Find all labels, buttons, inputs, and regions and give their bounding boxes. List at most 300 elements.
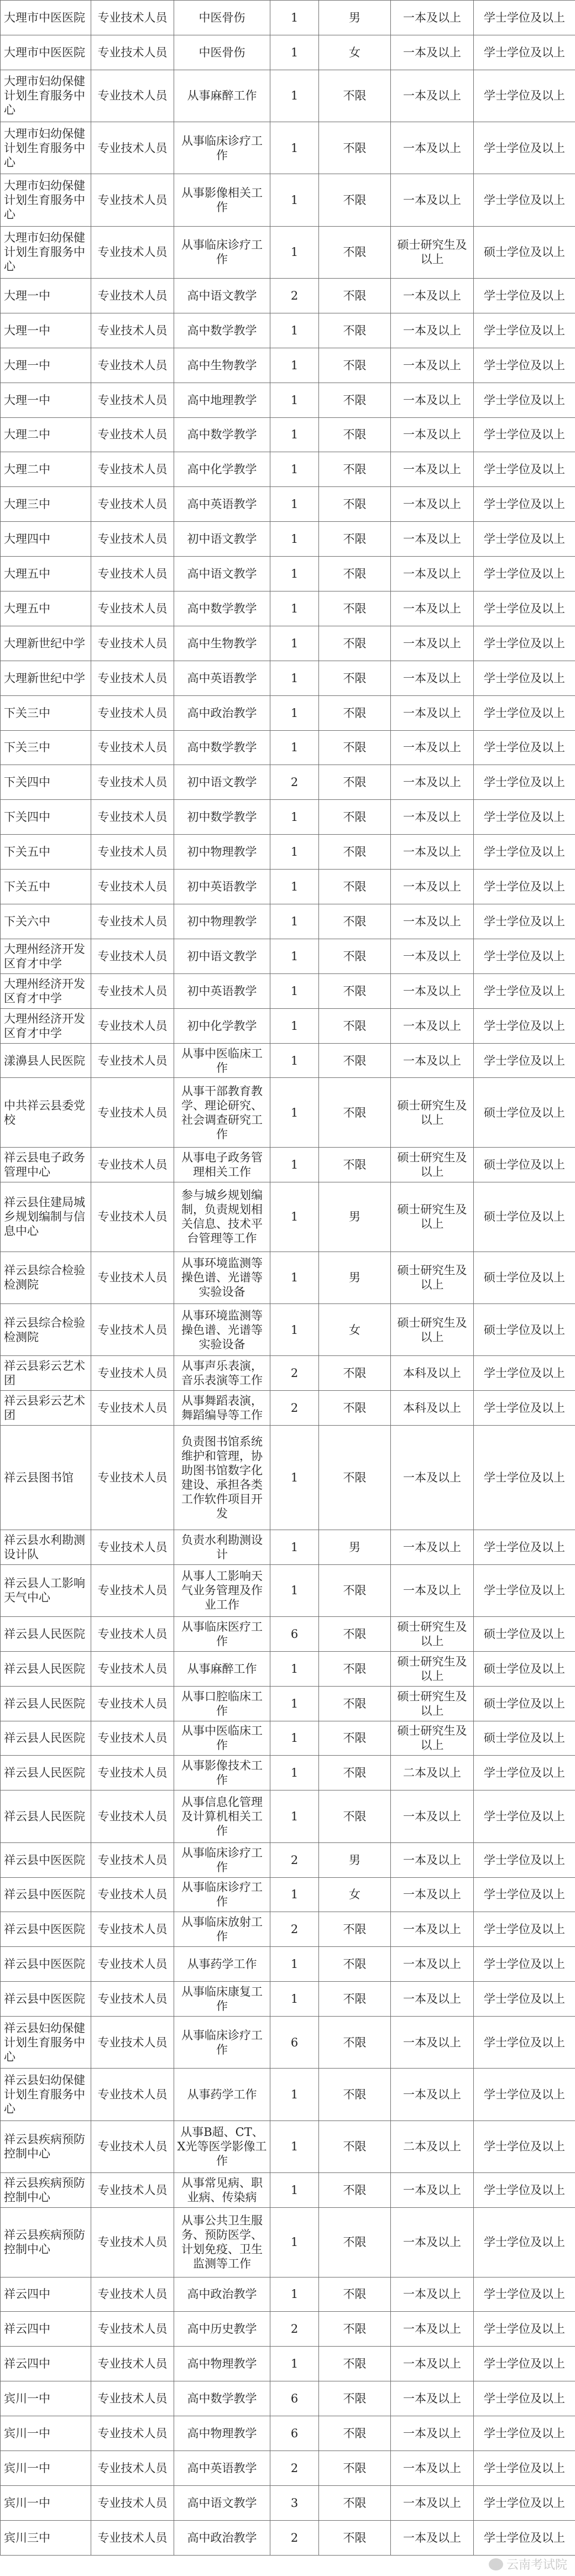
- unit-cell: 祥云县中医医院: [1, 1982, 91, 2017]
- education-cell: 二本及以上: [391, 1756, 474, 1790]
- post-category-cell: 专业技术人员: [91, 1356, 174, 1391]
- post-category-cell: 专业技术人员: [91, 2017, 174, 2069]
- table-row: [1, 487, 575, 522]
- post-category-cell: 专业技术人员: [91, 2207, 174, 2277]
- gender-cell: 不限: [319, 2017, 391, 2069]
- gender-cell: 不限: [319, 122, 391, 174]
- table-row: [1, 730, 575, 765]
- unit-cell: 祥云县中医医院: [1, 1912, 91, 1947]
- job-description-cell: 初中语文教学: [174, 522, 270, 557]
- degree-cell: 学士学位及以上: [474, 591, 575, 626]
- table-row: [1, 1252, 575, 1303]
- table-row: [1, 1651, 575, 1686]
- unit-cell: 大理二中: [1, 452, 91, 487]
- count-cell: 1: [270, 2207, 319, 2277]
- count-cell: 1: [270, 1877, 319, 1912]
- gender-cell: 不限: [319, 835, 391, 870]
- degree-cell: 学士学位及以上: [474, 870, 575, 904]
- job-description-cell: 从事干部教育教学、理论研究、社会调查研究工作: [174, 1078, 270, 1148]
- gender-cell: 不限: [319, 2485, 391, 2520]
- degree-cell: 学士学位及以上: [474, 2017, 575, 2069]
- degree-cell: 学士学位及以上: [474, 1842, 575, 1877]
- job-description-cell: 从事临床康复工作: [174, 1982, 270, 2017]
- gender-cell: 男: [319, 1842, 391, 1877]
- education-cell: 一本及以上: [391, 1842, 474, 1877]
- unit-cell: 下关五中: [1, 835, 91, 870]
- degree-cell: 学士学位及以上: [474, 452, 575, 487]
- unit-cell: 祥云县疾病预防控制中心: [1, 2207, 91, 2277]
- gender-cell: 男: [319, 1, 391, 35]
- degree-cell: 学士学位及以上: [474, 2312, 575, 2347]
- education-cell: 硕士研究生及以上: [391, 226, 474, 278]
- unit-cell: 祥云县人民医院: [1, 1616, 91, 1651]
- gender-cell: 不限: [319, 870, 391, 904]
- education-cell: 硕士研究生及以上: [391, 1182, 474, 1252]
- table-row: [1, 1947, 575, 1982]
- post-category-cell: 专业技术人员: [91, 1426, 174, 1530]
- job-description-cell: 从事电子政务管理相关工作: [174, 1148, 270, 1182]
- unit-cell: 祥云县中医医院: [1, 1947, 91, 1982]
- table-row: [1, 2017, 575, 2069]
- degree-cell: 学士学位及以上: [474, 1564, 575, 1616]
- gender-cell: 女: [319, 35, 391, 70]
- degree-cell: 学士学位及以上: [474, 1391, 575, 1426]
- gender-cell: 不限: [319, 557, 391, 591]
- table-row: [1, 661, 575, 695]
- gender-cell: 不限: [319, 2277, 391, 2312]
- unit-cell: 大理市中医医院: [1, 35, 91, 70]
- gender-cell: 不限: [319, 1391, 391, 1426]
- job-description-cell: 参与城乡规划编制，负责规划相关信息、技术平台管理等工作: [174, 1182, 270, 1252]
- education-cell: 硕士研究生及以上: [391, 1252, 474, 1303]
- count-cell: 2: [270, 1356, 319, 1391]
- job-description-cell: 从事临床诊疗工作: [174, 1877, 270, 1912]
- gender-cell: 不限: [319, 348, 391, 383]
- gender-cell: 不限: [319, 904, 391, 939]
- job-description-cell: 初中物理教学: [174, 904, 270, 939]
- degree-cell: 学士学位及以上: [474, 2069, 575, 2121]
- education-cell: 一本及以上: [391, 1564, 474, 1616]
- unit-cell: 祥云县人民医院: [1, 1686, 91, 1721]
- table-row: [1, 1564, 575, 1616]
- job-description-cell: 初中英语教学: [174, 870, 270, 904]
- count-cell: 2: [270, 2520, 319, 2555]
- post-category-cell: 专业技术人员: [91, 1008, 174, 1043]
- education-cell: 一本及以上: [391, 2347, 474, 2381]
- degree-cell: 学士学位及以上: [474, 1, 575, 35]
- count-cell: 1: [270, 226, 319, 278]
- education-cell: 一本及以上: [391, 730, 474, 765]
- job-description-cell: 高中化学教学: [174, 452, 270, 487]
- education-cell: 一本及以上: [391, 313, 474, 348]
- unit-cell: 祥云四中: [1, 2312, 91, 2347]
- post-category-cell: 专业技术人员: [91, 1651, 174, 1686]
- job-description-cell: 负责水利勘测设计: [174, 1530, 270, 1564]
- unit-cell: 大理新世纪中学: [1, 626, 91, 661]
- education-cell: 一本及以上: [391, 278, 474, 313]
- post-category-cell: 专业技术人员: [91, 973, 174, 1008]
- gender-cell: 不限: [319, 487, 391, 522]
- degree-cell: 学士学位及以上: [474, 278, 575, 313]
- unit-cell: 祥云县人民医院: [1, 1721, 91, 1756]
- unit-cell: 祥云县综合检验检测院: [1, 1304, 91, 1356]
- table-row: [1, 591, 575, 626]
- count-cell: 1: [270, 1426, 319, 1530]
- degree-cell: 学士学位及以上: [474, 557, 575, 591]
- post-category-cell: 专业技术人员: [91, 661, 174, 695]
- degree-cell: 学士学位及以上: [474, 487, 575, 522]
- education-cell: 一本及以上: [391, 835, 474, 870]
- education-cell: 一本及以上: [391, 661, 474, 695]
- job-description-cell: 高中数学教学: [174, 313, 270, 348]
- count-cell: 6: [270, 2017, 319, 2069]
- unit-cell: 大理五中: [1, 557, 91, 591]
- unit-cell: 祥云县彩云艺术团: [1, 1356, 91, 1391]
- post-category-cell: 专业技术人员: [91, 1252, 174, 1303]
- gender-cell: 不限: [319, 2416, 391, 2451]
- post-category-cell: 专业技术人员: [91, 174, 174, 226]
- gender-cell: 不限: [319, 626, 391, 661]
- gender-cell: 不限: [319, 2312, 391, 2347]
- job-description-cell: 从事口腔临床工作: [174, 1686, 270, 1721]
- table-row: [1, 2069, 575, 2121]
- table-row: [1, 800, 575, 835]
- job-description-cell: 从事常见病、职业病、传染病: [174, 2172, 270, 2207]
- degree-cell: 学士学位及以上: [474, 1790, 575, 1842]
- count-cell: 1: [270, 348, 319, 383]
- post-category-cell: 专业技术人员: [91, 1148, 174, 1182]
- count-cell: 1: [270, 174, 319, 226]
- unit-cell: 祥云县中医医院: [1, 1842, 91, 1877]
- degree-cell: 学士学位及以上: [474, 2520, 575, 2555]
- gender-cell: 女: [319, 1877, 391, 1912]
- count-cell: 1: [270, 1304, 319, 1356]
- post-category-cell: 专业技术人员: [91, 730, 174, 765]
- gender-cell: 不限: [319, 2451, 391, 2486]
- job-description-cell: 高中政治教学: [174, 695, 270, 730]
- degree-cell: 学士学位及以上: [474, 2451, 575, 2486]
- unit-cell: 下关三中: [1, 730, 91, 765]
- table-row: [1, 1148, 575, 1182]
- post-category-cell: 专业技术人员: [91, 2381, 174, 2416]
- job-description-cell: 从事声乐表演，音乐表演等工作: [174, 1356, 270, 1391]
- degree-cell: 学士学位及以上: [474, 313, 575, 348]
- post-category-cell: 专业技术人员: [91, 1, 174, 35]
- gender-cell: 不限: [319, 1426, 391, 1530]
- degree-cell: 学士学位及以上: [474, 35, 575, 70]
- count-cell: 1: [270, 1756, 319, 1790]
- table-row: [1, 1008, 575, 1043]
- table-row: [1, 2172, 575, 2207]
- unit-cell: 下关四中: [1, 765, 91, 800]
- unit-cell: 祥云县图书馆: [1, 1426, 91, 1530]
- table-body: [1, 1, 575, 2556]
- post-category-cell: 专业技术人员: [91, 35, 174, 70]
- gender-cell: 不限: [319, 1790, 391, 1842]
- gender-cell: 不限: [319, 1356, 391, 1391]
- job-description-cell: 中医骨伤: [174, 1, 270, 35]
- education-cell: 硕士研究生及以上: [391, 1721, 474, 1756]
- post-category-cell: 专业技术人员: [91, 939, 174, 973]
- post-category-cell: 专业技术人员: [91, 904, 174, 939]
- post-category-cell: 专业技术人员: [91, 1912, 174, 1947]
- unit-cell: 宾川一中: [1, 2416, 91, 2451]
- gender-cell: 不限: [319, 1651, 391, 1686]
- table-row: [1, 452, 575, 487]
- post-category-cell: 专业技术人员: [91, 226, 174, 278]
- education-cell: 一本及以上: [391, 695, 474, 730]
- unit-cell: 中共祥云县委党校: [1, 1078, 91, 1148]
- post-category-cell: 专业技术人员: [91, 452, 174, 487]
- count-cell: 1: [270, 939, 319, 973]
- table-row: [1, 1043, 575, 1078]
- count-cell: 2: [270, 278, 319, 313]
- count-cell: 1: [270, 1721, 319, 1756]
- count-cell: 1: [270, 904, 319, 939]
- gender-cell: 不限: [319, 939, 391, 973]
- count-cell: 1: [270, 1947, 319, 1982]
- unit-cell: 大理一中: [1, 278, 91, 313]
- education-cell: 一本及以上: [391, 1877, 474, 1912]
- degree-cell: 硕士学位及以上: [474, 1148, 575, 1182]
- unit-cell: 漾濞县人民医院: [1, 1043, 91, 1078]
- unit-cell: 大理一中: [1, 313, 91, 348]
- degree-cell: 学士学位及以上: [474, 765, 575, 800]
- gender-cell: 不限: [319, 800, 391, 835]
- job-description-cell: 高中英语教学: [174, 2451, 270, 2486]
- table-row: [1, 870, 575, 904]
- job-description-cell: 从事环境监测等操色谱、光谱等实验设备: [174, 1252, 270, 1303]
- degree-cell: 学士学位及以上: [474, 1912, 575, 1947]
- table-row: [1, 226, 575, 278]
- education-cell: 一本及以上: [391, 2277, 474, 2312]
- unit-cell: 大理一中: [1, 348, 91, 383]
- count-cell: 1: [270, 1982, 319, 2017]
- table-row: [1, 765, 575, 800]
- degree-cell: 学士学位及以上: [474, 973, 575, 1008]
- count-cell: 1: [270, 1564, 319, 1616]
- education-cell: 一本及以上: [391, 2416, 474, 2451]
- degree-cell: 学士学位及以上: [474, 730, 575, 765]
- gender-cell: 不限: [319, 1078, 391, 1148]
- count-cell: 1: [270, 122, 319, 174]
- job-description-cell: 从事临床诊疗工作: [174, 2017, 270, 2069]
- education-cell: 一本及以上: [391, 1790, 474, 1842]
- job-description-cell: 从事麻醉工作: [174, 70, 270, 122]
- post-category-cell: 专业技术人员: [91, 2172, 174, 2207]
- job-description-cell: 高中英语教学: [174, 661, 270, 695]
- table-row: [1, 2347, 575, 2381]
- gender-cell: 不限: [319, 313, 391, 348]
- degree-cell: 学士学位及以上: [474, 2485, 575, 2520]
- post-category-cell: 专业技术人员: [91, 1982, 174, 2017]
- gender-cell: 不限: [319, 174, 391, 226]
- count-cell: 1: [270, 70, 319, 122]
- count-cell: 1: [270, 661, 319, 695]
- table-row: [1, 1078, 575, 1148]
- education-cell: 一本及以上: [391, 2520, 474, 2555]
- degree-cell: 学士学位及以上: [474, 2381, 575, 2416]
- education-cell: 一本及以上: [391, 1008, 474, 1043]
- count-cell: 1: [270, 1686, 319, 1721]
- gender-cell: 不限: [319, 1564, 391, 1616]
- watermark: [489, 2556, 567, 2573]
- education-cell: 一本及以上: [391, 2312, 474, 2347]
- post-category-cell: 专业技术人员: [91, 1877, 174, 1912]
- table-row: [1, 70, 575, 122]
- table-row: [1, 1877, 575, 1912]
- count-cell: 6: [270, 2416, 319, 2451]
- post-category-cell: 专业技术人员: [91, 1616, 174, 1651]
- gender-cell: 不限: [319, 522, 391, 557]
- count-cell: 1: [270, 522, 319, 557]
- table-row: [1, 695, 575, 730]
- job-description-cell: 高中政治教学: [174, 2277, 270, 2312]
- unit-cell: 祥云县住建局城乡规划编制与信息中心: [1, 1182, 91, 1252]
- count-cell: 1: [270, 626, 319, 661]
- count-cell: 2: [270, 1842, 319, 1877]
- post-category-cell: 专业技术人员: [91, 522, 174, 557]
- job-description-cell: 高中生物教学: [174, 348, 270, 383]
- job-description-cell: 从事信息化管理及计算机相关工作: [174, 1790, 270, 1842]
- post-category-cell: 专业技术人员: [91, 348, 174, 383]
- unit-cell: 祥云县电子政务管理中心: [1, 1148, 91, 1182]
- degree-cell: 学士学位及以上: [474, 1756, 575, 1790]
- count-cell: 2: [270, 765, 319, 800]
- job-description-cell: 高中地理教学: [174, 383, 270, 417]
- gender-cell: 不限: [319, 383, 391, 417]
- unit-cell: 大理州经济开发区育才中学: [1, 1008, 91, 1043]
- count-cell: 1: [270, 800, 319, 835]
- unit-cell: 大理五中: [1, 591, 91, 626]
- table-row: [1, 348, 575, 383]
- gender-cell: 不限: [319, 591, 391, 626]
- count-cell: 1: [270, 417, 319, 452]
- degree-cell: 硕士学位及以上: [474, 1304, 575, 1356]
- job-description-cell: 从事临床医疗工作: [174, 1616, 270, 1651]
- education-cell: 一本及以上: [391, 973, 474, 1008]
- gender-cell: 不限: [319, 2347, 391, 2381]
- count-cell: 1: [270, 973, 319, 1008]
- post-category-cell: 专业技术人员: [91, 487, 174, 522]
- unit-cell: 祥云四中: [1, 2347, 91, 2381]
- job-description-cell: 高中语文教学: [174, 557, 270, 591]
- gender-cell: 不限: [319, 70, 391, 122]
- post-category-cell: 专业技术人员: [91, 626, 174, 661]
- table-row: [1, 1, 575, 35]
- job-description-cell: 从事中医临床工作: [174, 1043, 270, 1078]
- unit-cell: 大理州经济开发区育才中学: [1, 973, 91, 1008]
- count-cell: 3: [270, 2485, 319, 2520]
- count-cell: 1: [270, 591, 319, 626]
- education-cell: 一本及以上: [391, 417, 474, 452]
- count-cell: 1: [270, 452, 319, 487]
- degree-cell: 学士学位及以上: [474, 835, 575, 870]
- job-description-cell: 从事药学工作: [174, 1947, 270, 1982]
- unit-cell: 大理市妇幼保健计划生育服务中心: [1, 226, 91, 278]
- education-cell: 本科及以上: [391, 1391, 474, 1426]
- gender-cell: 不限: [319, 2069, 391, 2121]
- education-cell: 一本及以上: [391, 1947, 474, 1982]
- table-row: [1, 1616, 575, 1651]
- table-row: [1, 1686, 575, 1721]
- count-cell: 1: [270, 2347, 319, 2381]
- table-row: [1, 122, 575, 174]
- job-description-cell: 高中生物教学: [174, 626, 270, 661]
- gender-cell: 男: [319, 1530, 391, 1564]
- education-cell: 硕士研究生及以上: [391, 1078, 474, 1148]
- education-cell: 一本及以上: [391, 2069, 474, 2121]
- table-row: [1, 2451, 575, 2486]
- table-row: [1, 1356, 575, 1391]
- count-cell: 1: [270, 835, 319, 870]
- education-cell: 一本及以上: [391, 626, 474, 661]
- gender-cell: 不限: [319, 1756, 391, 1790]
- education-cell: 硕士研究生及以上: [391, 1686, 474, 1721]
- table-row: [1, 313, 575, 348]
- job-description-cell: 从事临床放射工作: [174, 1912, 270, 1947]
- table-row: [1, 1790, 575, 1842]
- table-row: [1, 2312, 575, 2347]
- gender-cell: 男: [319, 1252, 391, 1303]
- post-category-cell: 专业技术人员: [91, 2347, 174, 2381]
- count-cell: 1: [270, 1043, 319, 1078]
- post-category-cell: 专业技术人员: [91, 1182, 174, 1252]
- post-category-cell: 专业技术人员: [91, 122, 174, 174]
- table-row: [1, 939, 575, 973]
- degree-cell: 学士学位及以上: [474, 626, 575, 661]
- gender-cell: 不限: [319, 278, 391, 313]
- table-row: [1, 1756, 575, 1790]
- degree-cell: 学士学位及以上: [474, 348, 575, 383]
- degree-cell: 硕士学位及以上: [474, 1182, 575, 1252]
- post-category-cell: 专业技术人员: [91, 383, 174, 417]
- post-category-cell: 专业技术人员: [91, 591, 174, 626]
- gender-cell: 不限: [319, 765, 391, 800]
- count-cell: 1: [270, 35, 319, 70]
- degree-cell: 学士学位及以上: [474, 939, 575, 973]
- degree-cell: 学士学位及以上: [474, 1877, 575, 1912]
- education-cell: 一本及以上: [391, 2485, 474, 2520]
- count-cell: 2: [270, 2451, 319, 2486]
- post-category-cell: 专业技术人员: [91, 70, 174, 122]
- education-cell: 一本及以上: [391, 2172, 474, 2207]
- education-cell: 一本及以上: [391, 2207, 474, 2277]
- count-cell: 1: [270, 1008, 319, 1043]
- unit-cell: 大理市妇幼保健计划生育服务中心: [1, 122, 91, 174]
- degree-cell: 学士学位及以上: [474, 522, 575, 557]
- table-row: [1, 904, 575, 939]
- degree-cell: 学士学位及以上: [474, 2172, 575, 2207]
- degree-cell: 学士学位及以上: [474, 2207, 575, 2277]
- unit-cell: 祥云县人民医院: [1, 1651, 91, 1686]
- job-description-cell: 从事环境监测等操色谱、光谱等实验设备: [174, 1304, 270, 1356]
- gender-cell: 不限: [319, 730, 391, 765]
- gender-cell: 不限: [319, 1721, 391, 1756]
- gender-cell: 不限: [319, 2121, 391, 2172]
- table-row: [1, 417, 575, 452]
- count-cell: 1: [270, 1148, 319, 1182]
- unit-cell: 宾川三中: [1, 2520, 91, 2555]
- unit-cell: 祥云四中: [1, 2277, 91, 2312]
- job-description-cell: 高中数学教学: [174, 417, 270, 452]
- job-description-cell: 高中英语教学: [174, 487, 270, 522]
- post-category-cell: 专业技术人员: [91, 1564, 174, 1616]
- gender-cell: 不限: [319, 2172, 391, 2207]
- education-cell: 一本及以上: [391, 1426, 474, 1530]
- education-cell: 硕士研究生及以上: [391, 1304, 474, 1356]
- job-description-cell: 从事B超、CT、X光等医学影像工作: [174, 2121, 270, 2172]
